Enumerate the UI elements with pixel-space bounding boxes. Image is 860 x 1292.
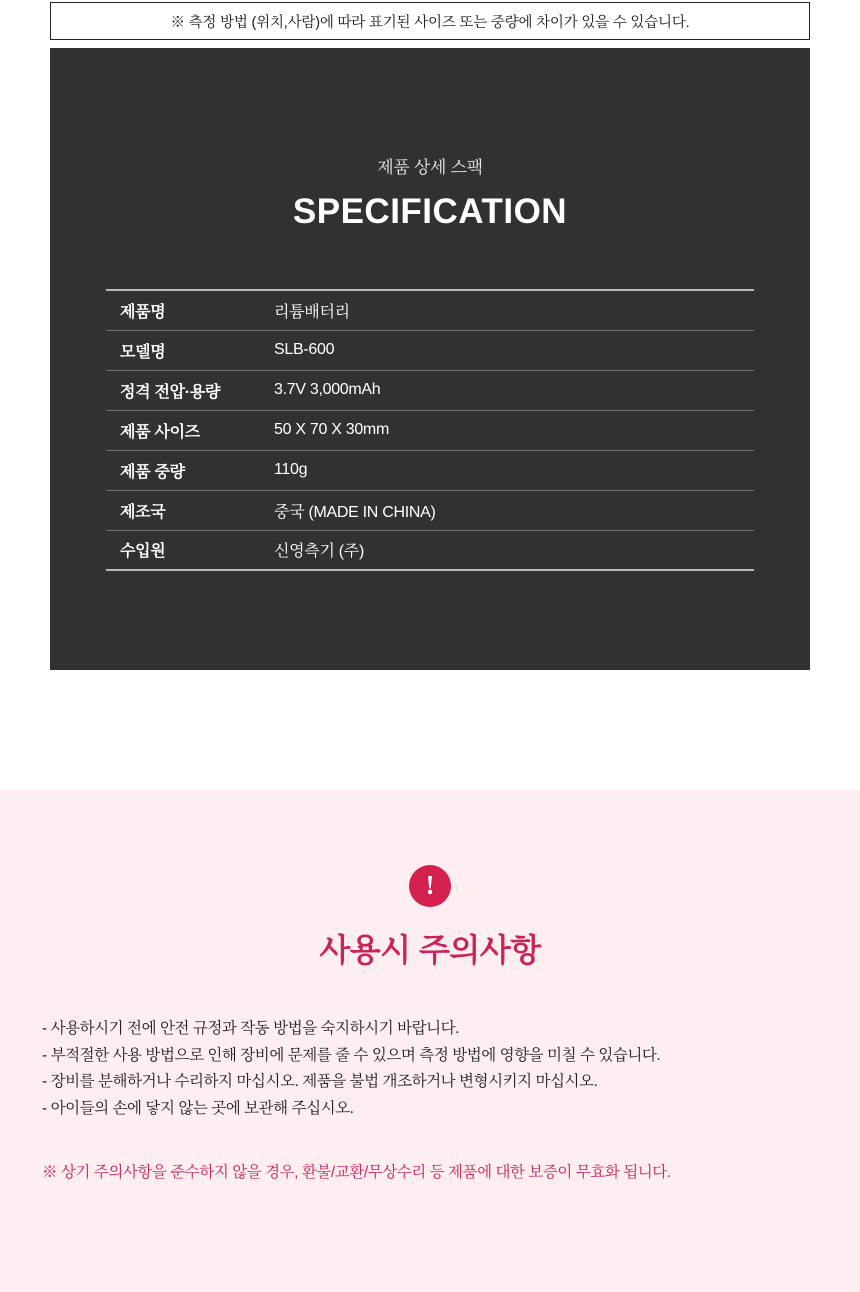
spec-label: 제품 중량: [106, 450, 268, 490]
table-row: [106, 530, 754, 570]
spec-value: SLB-600: [268, 330, 754, 370]
spec-label: 수입원: [106, 530, 268, 570]
specification-table: [106, 289, 754, 571]
spec-value: 신영측기 (주): [268, 530, 754, 570]
table-row: [106, 490, 754, 530]
caution-list: [42, 1016, 860, 1122]
specification-title: SPECIFICATION: [292, 192, 568, 231]
list-item: - 사용하시기 전에 안전 규정과 작동 방법을 숙지하시기 바랍니다.: [42, 1020, 460, 1037]
caution-section: [0, 790, 860, 1292]
spec-value: 50 X 70 X 30mm: [268, 410, 754, 450]
spec-value: 110g: [268, 450, 754, 490]
measurement-notice-text: ※ 측정 방법 (위치,사람)에 따라 표기된 사이즈 또는 중량에 차이가 있을 수 있습니다.: [170, 14, 690, 31]
spec-value: 중국 (MADE IN CHINA): [268, 490, 754, 530]
spec-label: 정격 전압·용량: [106, 370, 268, 410]
list-item: - 장비를 분해하거나 수리하지 마십시오. 제품을 불법 개조하거나 변형시키지 마십시오.: [42, 1073, 598, 1090]
list-item: - 아이들의 손에 닿지 않는 곳에 보관해 주십시오.: [42, 1099, 354, 1117]
table-row: [106, 370, 754, 410]
specification-subtitle: 제품 상세 스팩: [377, 158, 483, 177]
specification-panel: [50, 48, 810, 670]
table-row: [106, 450, 754, 490]
measurement-notice-bar: [50, 2, 810, 40]
spec-label: 모델명: [106, 330, 268, 370]
caution-footnote: ※ 상기 주의사항을 준수하지 않을 경우, 환불/교환/무상수리 등 제품에 대한 보증이 무효화 됩니다.: [42, 1164, 671, 1181]
spec-label: 제품명: [106, 290, 268, 330]
spec-label: 제품 사이즈: [106, 410, 268, 450]
table-row: [106, 330, 754, 370]
spec-value: 3.7V 3,000mAh: [268, 370, 754, 410]
table-row: [106, 290, 754, 330]
exclamation-icon: !: [409, 865, 451, 907]
caution-title: 사용시 주의사항: [319, 932, 541, 968]
spec-value: 리튬배터리: [268, 290, 754, 330]
table-row: [106, 410, 754, 450]
list-item: - 부적절한 사용 방법으로 인해 장비에 문제를 줄 수 있으며 측정 방법에 영향을 미칠 수 있습니다.: [42, 1046, 661, 1064]
spec-label: 제조국: [106, 490, 268, 530]
